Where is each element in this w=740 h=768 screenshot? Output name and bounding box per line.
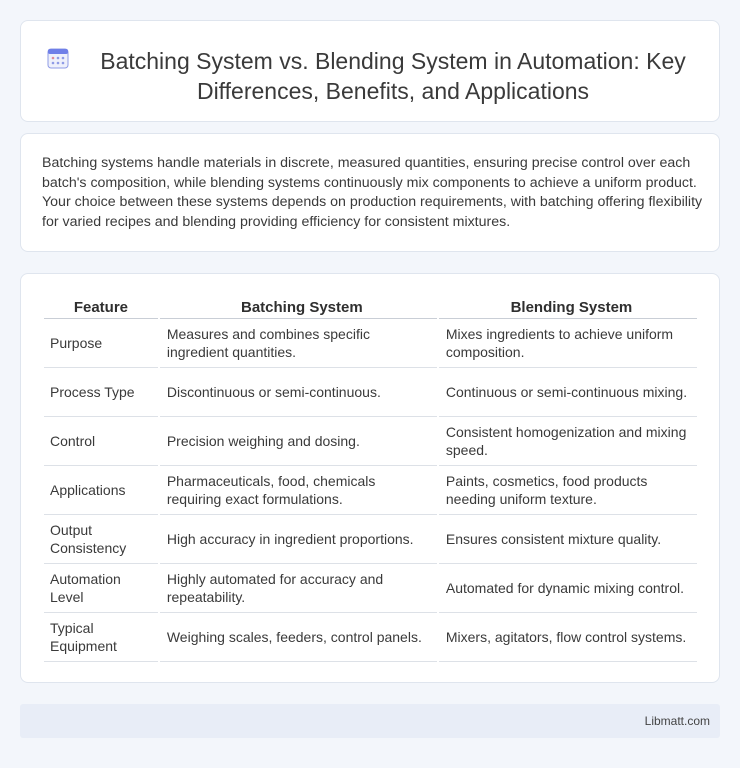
table-row [44,613,697,662]
blending-cell: Mixers, agitators, flow control systems. [439,613,697,662]
batching-cell: Pharmaceuticals, food, chemicals requiring exact formulations. [160,466,437,515]
batching-cell: Precision weighing and dosing. [160,417,437,466]
feature-cell: Automation Level [44,564,158,613]
batching-cell: Measures and combines specific ingredient quantities. [160,319,437,368]
feature-cell: Applications [44,466,158,515]
table-row [44,368,697,417]
table-row [44,417,697,466]
calendar-icon [47,47,69,69]
header-blending: Blending System [439,294,697,319]
table-row [44,466,697,515]
table-row [44,564,697,613]
batching-cell: Highly automated for accuracy and repeatability. [160,564,437,613]
feature-cell: Purpose [44,319,158,368]
blending-cell: Ensures consistent mixture quality. [439,515,697,564]
feature-cell: Control [44,417,158,466]
header-feature: Feature [44,294,158,319]
batching-cell: Weighing scales, feeders, control panels. [160,613,437,662]
feature-cell: Output Consistency [44,515,158,564]
feature-cell: Typical Equipment [44,613,158,662]
blending-cell: Paints, cosmetics, food products needing uniform texture. [439,466,697,515]
footer [20,704,720,738]
intro-paragraph: Batching systems handle materials in discrete, measured quantities, ensuring precise control over each batch's composition, while blending systems continuously mix components to achieve a uniform product. Your choice between these systems depends on production requirements, with batching offering flexibility for varied recipes and blending providing efficiency for consistent mixtures. [42,155,703,230]
footer-site-link[interactable]: Libmatt.com [644,714,710,728]
table-header-row [44,294,697,319]
blending-cell: Continuous or semi-continuous mixing. [439,368,697,417]
comparison-table [42,294,699,662]
feature-cell: Process Type [44,368,158,417]
batching-cell: High accuracy in ingredient proportions. [160,515,437,564]
title-card [20,20,720,122]
table-row [44,319,697,368]
header-batching: Batching System [160,294,437,319]
table-row [44,515,697,564]
intro-card [20,133,720,252]
blending-cell: Consistent homogenization and mixing speed. [439,417,697,466]
batching-cell: Discontinuous or semi-continuous. [160,368,437,417]
blending-cell: Mixes ingredients to achieve uniform composition. [439,319,697,368]
comparison-card [20,273,720,683]
page-title: Batching System vs. Blending System in Automation: Key Differences, Benefits, and Applications [100,48,686,104]
blending-cell: Automated for dynamic mixing control. [439,564,697,613]
